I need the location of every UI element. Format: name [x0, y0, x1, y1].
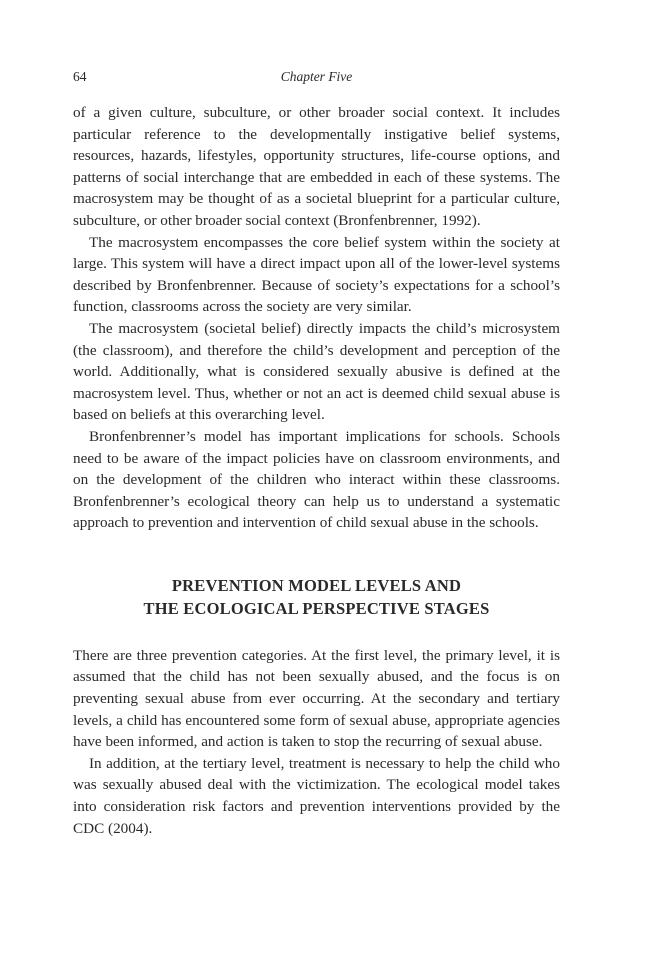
section-heading-line-1: PREVENTION MODEL LEVELS AND [171, 575, 462, 595]
section-heading-line-2: THE ECOLOGICAL PERSPECTIVE STAGES [143, 598, 490, 618]
paragraph-school-implications: Bronfenbrenner’s model has important implications for schools. Schools need to be aware of the impact policies have on classroom environments, and on the development of the children who interact within these classrooms. Bronfenbrenner’s ecological theory can help us to understand a systematic approach to prevention and intervention of child sexual abuse in the schools. [73, 427, 560, 532]
section-heading [73, 574, 560, 620]
paragraph-continued: of a given culture, subculture, or other broader social context. It includes particular reference to the developmentally instigative belief systems, resources, hazards, lifestyles, opportunity structures, life-course options, and patterns of social interchange that are embedded in each of these systems. The macrosystem may be thought of as a societal blueprint for a particular culture, subculture, or other broader social context (Bronfenbrenner, 1992). [73, 104, 560, 229]
paragraph-prevention-categories: There are three prevention categories. At the first level, the primary level, it is assumed that the child has not been sexually abused, and the focus is on preventing sexual abuse from ever occurring. At the secondary and tertiary levels, a child has encountered some form of sexual abuse, appropriate agencies have been informed, and action is taken to stop the recurring of sexual abuse. [73, 646, 560, 751]
paragraph-tertiary-level: In addition, at the tertiary level, treatment is necessary to help the child who was sexually abused deal with the victimization. The ecological model takes into consideration risk factors and prevention interventions provided by the CDC (2004). [73, 754, 560, 837]
page-number: 64 [73, 69, 87, 84]
document-page [73, 66, 560, 839]
running-head [73, 66, 560, 88]
chapter-title: Chapter Five [280, 69, 353, 84]
paragraph-macrosystem-core: The macrosystem encompasses the core belief system within the society at large. This system will have a direct impact upon all of the lower-level systems described by Bronfenbrenner. Because of society’s expectations for a school’s function, classrooms across the society are very similar. [73, 233, 560, 316]
paragraph-macrosystem-impact: The macrosystem (societal belief) directly impacts the child’s microsystem (the classroom), and therefore the child’s development and perception of the world. Additionally, what is considered sexually abusive is defined at the macrosystem level. Thus, whether or not an act is deemed child sexual abuse is based on beliefs at this overarching level. [73, 319, 560, 424]
